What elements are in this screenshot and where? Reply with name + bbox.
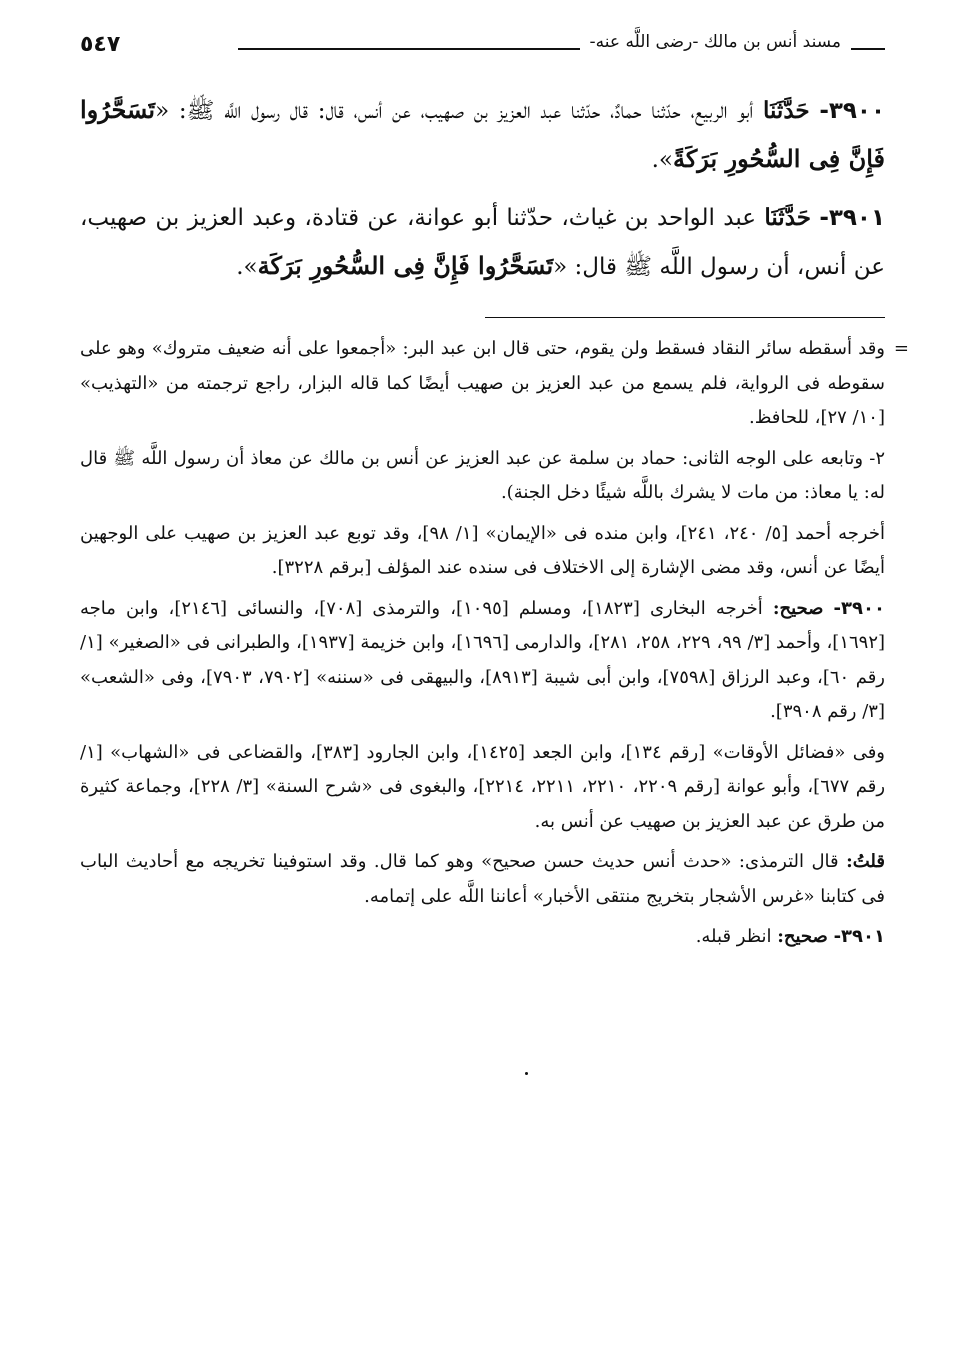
footnote-paragraph <box>80 332 909 436</box>
footnote-number: ٣٩٠١- <box>833 926 885 947</box>
footnote-paragraph <box>80 845 885 914</box>
book-page <box>80 28 909 961</box>
hadith-text-end: ». <box>651 147 673 173</box>
footnote-grade: صحيح: <box>777 926 828 947</box>
footnote-paragraph <box>80 517 885 586</box>
hadith-text: عبد الواحد بن غياث، حدّثنا أبو عوانة، عن قتادة، وعبد العزيز بن صهيب، عن أنس، أن رسول اللَّه ﷺ قال: « <box>80 205 885 280</box>
footnote-text: ٢- وتابعه على الوجه الثانى: حماد بن سلمة عن عبد العزيز عن أنس بن مالك عن معاذ أن رسول اللَّه ﷺ قال له: يا معاذ: من مات لا يشرك باللَّه شيئًا دخل الجنة). <box>80 447 885 503</box>
hadith-number: ٣٩٠٠- <box>819 98 886 124</box>
hadith-keyword: حَدَّثَنَا <box>764 204 811 231</box>
footnote-text: وفى «فضائل الأوقات» [رقم ١٣٤]، وابن الجعد [١٤٢٥]، وابن الجارود [٣٨٣]، والقضاعى فى «الشهاب» [١/ رقم ٦٧٧]، وأبو عوانة [رقم ٢٢٠٩، ٢٢١٠، ٢٢١١، ٢٢١٤]، والبغوى فى «شرح السنة» [٣/ ٢٢٨]، وجماعة كثيرة من طرق عن عبد العزيز بن صهيب عن أنس به. <box>80 741 886 832</box>
hadith-quote: تَسَحَّرُوا فَإِنَّ فِى السُّحُورِ بَرَكَةً <box>80 95 885 173</box>
footnote-separator <box>485 317 885 318</box>
footnote-text: قال الترمذى: «حدث أنس حديث حسن صحيح» وهو كما قال. وقد استوفينا تخريجه مع أحاديث الباب فى كتابنا «غرس الأشجار بتخريج منتقى الأخبار» أعاننا اللَّه على إتمامه. <box>80 851 885 907</box>
print-speck <box>525 1072 528 1075</box>
footnote-number: ٣٩٠٠- <box>833 597 885 619</box>
header-title: مسند أنس بن مالك -رضى اللَّه عنه- <box>580 32 851 52</box>
footnote-keyword: قلتُ: <box>846 851 885 872</box>
running-header <box>80 28 885 68</box>
continuation-mark: = <box>893 338 909 359</box>
footnote-text: وقد أسقطه سائر النقاد فسقط ولن يقوم، حتى قال ابن عبد البر: «أجمعوا على أنه ضعيف متروك» وهو على سقوطه فى الرواية، فلم يسمع من عبد العزيز بن صهيب أيضًا كما قاله البزار، راجع ترجمته من «التهذيب» [١٠/ ٢٧]، للحافظ. <box>80 338 885 428</box>
footnote-text: انظر قبله. <box>695 926 772 947</box>
hadith-quote: تَسَحَّرُوا فَإِنَّ فِى السُّحُورِ بَرَكَة <box>257 251 554 280</box>
hadith-text-end: ». <box>236 254 258 280</box>
hadith-number: ٣٩٠١- <box>819 205 886 231</box>
hadith-text: أبو الربيع، حدّثنا حمادٌ، حدّثنا عبد العزيز بن صهيب، عن أنس، قال: قال رسول اللَّه ﷺ: « <box>155 98 754 124</box>
hadith-3900 <box>80 86 885 184</box>
hadith-3901 <box>80 194 885 291</box>
footnote-takhrij-3900 <box>80 592 885 730</box>
footnote-text: أخرجه أحمد [٥/ ٢٤٠، ٢٤١]، وابن منده فى «الإيمان» [١/ ٩٨]، وقد توبع عبد العزيز بن صهيب على الوجهين أيضًا عن أنس، وقد مضى الإشارة إلى الاختلاف فى سنده عند المؤلف [برقم ٣٢٢٨]. <box>80 522 885 578</box>
footnote-text: أخرجه البخارى [١٨٢٣]، ومسلم [١٠٩٥]، والترمذى [٧٠٨]، والنسائى [٢١٤٦]، وابن ماجه [١٦٩٢]، وأحمد [٣/ ٩٩، ٢٢٩، ٢٥٨، ٢٨١]، والدارمى [١٦٩٦]، وابن خزيمة [١٩٣٧]، والطبرانى فى «الصغير» [١/ رقم ٦٠]، وعبد الرزاق [٧٥٩٨]، وابن أبى شيبة [٨٩١٣]، والبيهقى فى «سننه» [٧٩٠٢، ٧٩٠٣]، وفى «الشعب» [٣/ رقم ٣٩٠٨]. <box>80 597 886 722</box>
hadith-keyword: حَدَّثَنَا <box>762 97 810 124</box>
footnote-takhrij-3901 <box>80 920 885 955</box>
footnote-paragraph <box>80 736 885 840</box>
footnote-paragraph <box>80 442 885 511</box>
footnote-grade: صحيح: <box>772 597 824 619</box>
page-number: ٥٤٧ <box>80 32 121 57</box>
